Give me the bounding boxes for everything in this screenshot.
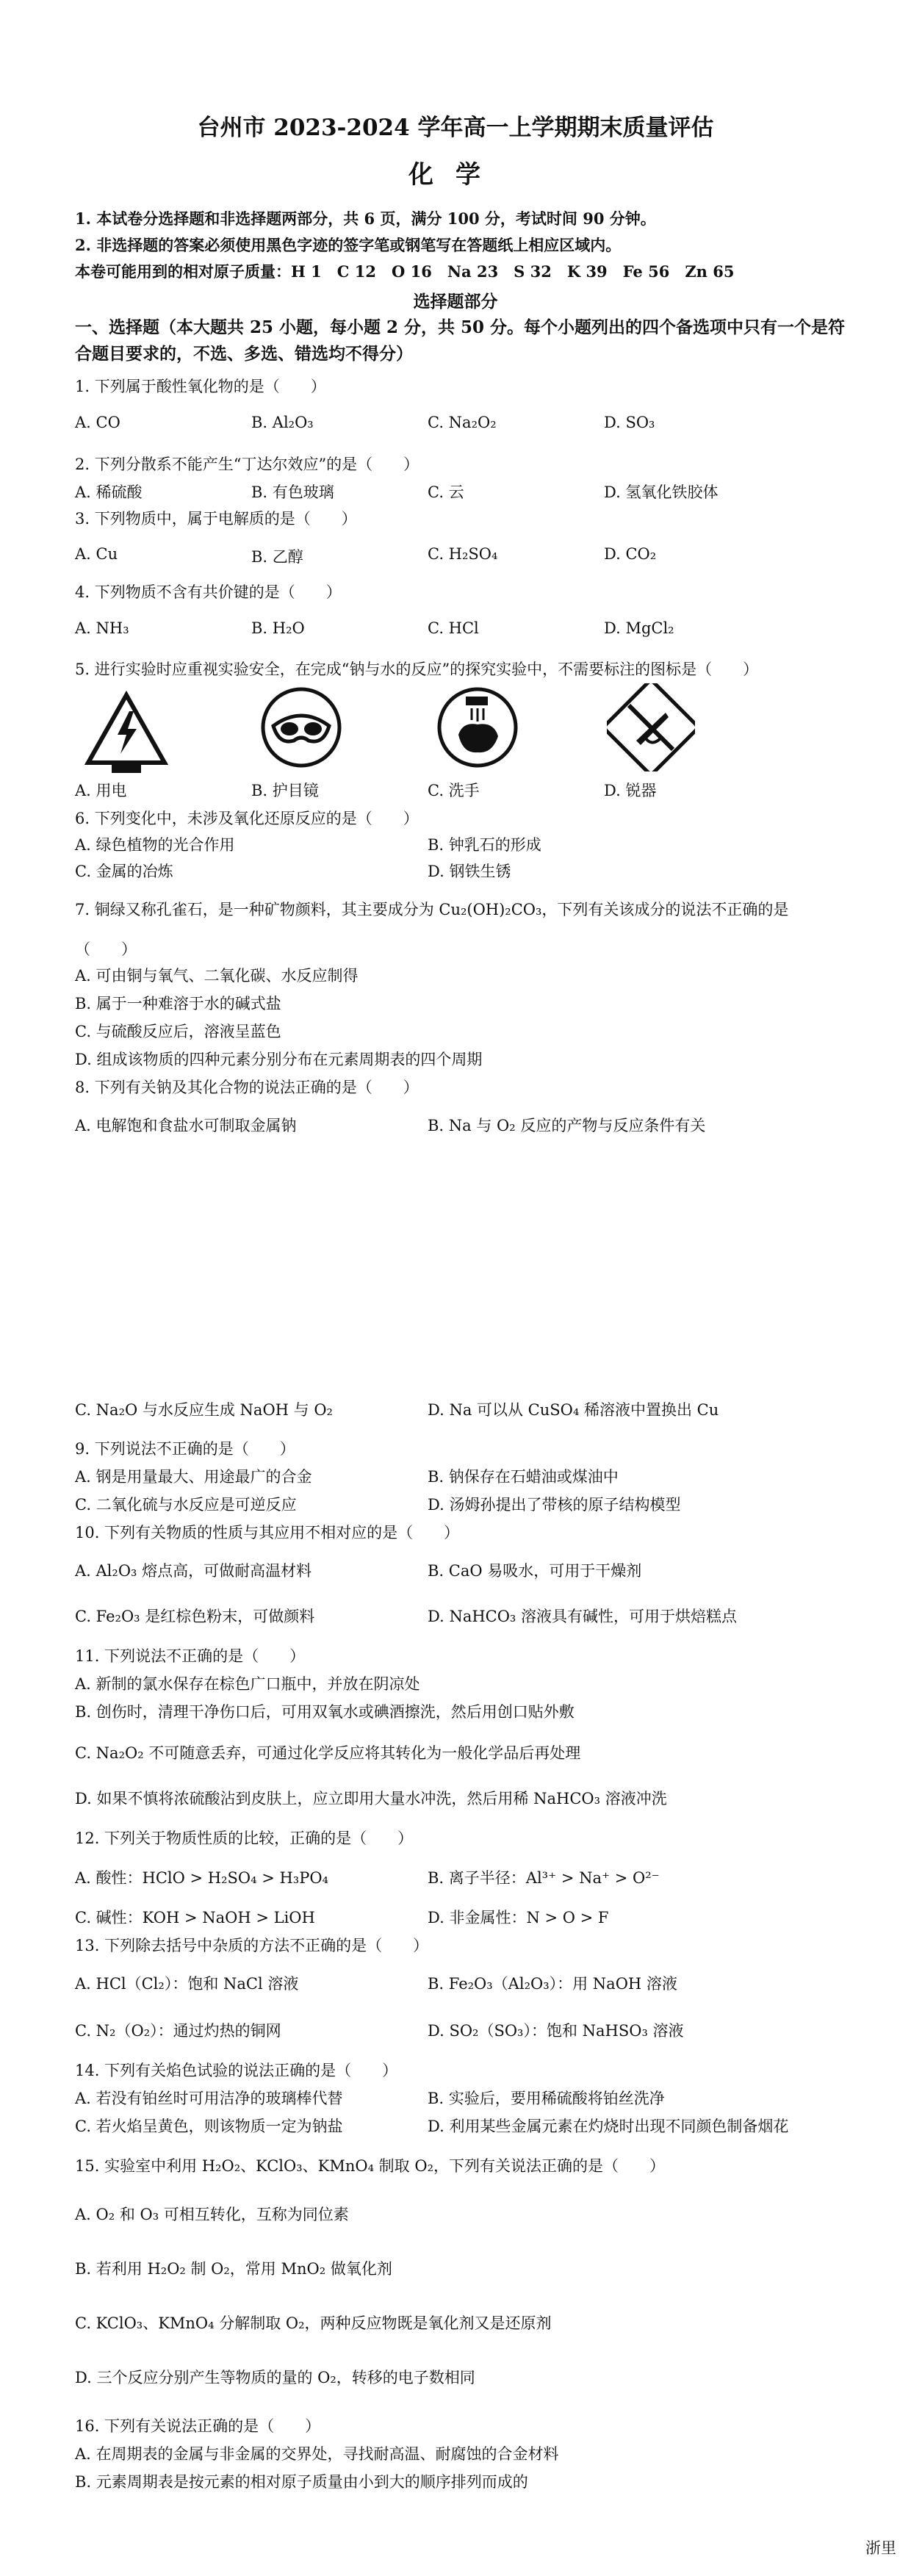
q7-option-b: B. 属于一种难溶于水的碱式盐 xyxy=(75,995,281,1012)
q13-option-d: D. SO₂（SO₃）：饱和 NaHSO₃ 溶液 xyxy=(428,2022,684,2040)
q14-option-b: B. 实验后，要用稀硫酸将铂丝洗净 xyxy=(428,2090,665,2107)
q1-stem: 1. 下列属于酸性氧化物的是（ ） xyxy=(75,378,326,395)
q10-option-c: C. Fe₂O₃ 是红棕色粉末，可做颜料 xyxy=(75,1608,315,1625)
q13-option-b: B. Fe₂O₃（Al₂O₃）：用 NaOH 溶液 xyxy=(428,1975,677,1993)
q6-option-c: C. 金属的冶炼 xyxy=(75,863,173,880)
q4-option-c: C. HCl xyxy=(428,619,479,637)
q3-option-b: B. 乙醇 xyxy=(251,548,303,566)
q7-stem-bracket: （ ） xyxy=(75,940,137,958)
q14-option-c: C. 若火焰呈黄色，则该物质一定为钠盐 xyxy=(75,2118,343,2135)
q9-option-a: A. 钢是用量最大、用途最广的合金 xyxy=(75,1468,312,1486)
q7-option-d: D. 组成该物质的四种元素分别分布在元素周期表的四个周期 xyxy=(75,1051,483,1068)
q16-option-b: B. 元素周期表是按元素的相对原子质量由小到大的顺序排列而成的 xyxy=(75,2473,528,2491)
q6-option-d: D. 钢铁生锈 xyxy=(428,863,511,880)
q12-option-a: A. 酸性：HClO > H₂SO₄ > H₃PO₄ xyxy=(75,1869,328,1887)
q3-option-d: D. CO₂ xyxy=(604,545,657,563)
q10-option-a: A. Al₂O₃ 熔点高，可做耐高温材料 xyxy=(75,1562,312,1580)
q15-option-a: A. O₂ 和 O₃ 可相互转化，互称为同位素 xyxy=(75,2206,349,2223)
q14-option-a: A. 若没有铂丝时可用洁净的玻璃棒代替 xyxy=(75,2090,343,2107)
footer-watermark: 浙里 xyxy=(865,2539,896,2557)
q6-stem: 6. 下列变化中，未涉及氧化还原反应的是（ ） xyxy=(75,810,419,827)
goggles-icon xyxy=(257,683,345,771)
q11-option-b: B. 创伤时，清理干净伤口后，可用双氧水或碘酒擦洗，然后用创口贴外敷 xyxy=(75,1703,575,1721)
q1-option-a: A. CO xyxy=(75,414,120,431)
q6-option-a: A. 绿色植物的光合作用 xyxy=(75,836,235,854)
q14-option-d: D. 利用某些金属元素在灼烧时出现不同颜色制备烟花 xyxy=(428,2118,789,2135)
q9-option-c: C. 二氧化硫与水反应是可逆反应 xyxy=(75,1496,297,1514)
q8-option-b: B. Na 与 O₂ 反应的产物与反应条件有关 xyxy=(428,1117,706,1134)
q4-option-a: A. NH₃ xyxy=(75,619,129,637)
q14-stem: 14. 下列有关焰色试验的说法正确的是（ ） xyxy=(75,2062,398,2079)
q4-option-d: D. MgCl₂ xyxy=(604,619,674,637)
q13-stem: 13. 下列除去括号中杂质的方法不正确的是（ ） xyxy=(75,1937,429,1954)
q8-option-c: C. Na₂O 与水反应生成 NaOH 与 O₂ xyxy=(75,1401,333,1419)
section-title: 选择题部分 xyxy=(413,292,498,312)
q13-option-c: C. N₂（O₂）：通过灼热的铜网 xyxy=(75,2022,281,2040)
q16-stem: 16. 下列有关说法正确的是（ ） xyxy=(75,2417,321,2435)
q3-stem: 3. 下列物质中，属于电解质的是（ ） xyxy=(75,510,357,528)
sharp-object-icon xyxy=(607,683,695,771)
q4-stem: 4. 下列物质不含有共价键的是（ ） xyxy=(75,583,342,601)
q2-option-a: A. 稀硫酸 xyxy=(75,483,143,501)
hand-washing-icon xyxy=(433,683,522,771)
instruction-2: 2. 非选择题的答案必须使用黑色字迹的签字笔或钢笔写在答题纸上相应区域内。 xyxy=(75,236,622,254)
subject-title: 化学 xyxy=(408,160,503,190)
q1-option-b: B. Al₂O₃ xyxy=(251,414,314,431)
q8-option-a: A. 电解饱和食盐水可制取金属钠 xyxy=(75,1117,297,1134)
q7-option-a: A. 可由铜与氧气、二氧化碳、水反应制得 xyxy=(75,967,359,985)
part1-heading: 一、选择题（本大题共 25 小题，每小题 2 分，共 50 分。每个小题列出的四个备选项中只有一个是符合题目要求的，不选、多选、错选均不得分） xyxy=(75,317,846,364)
q4-option-b: B. H₂O xyxy=(251,619,305,637)
q8-option-d: D. Na 可以从 CuSO₄ 稀溶液中置换出 Cu xyxy=(428,1401,719,1419)
q11-stem: 11. 下列说法不正确的是（ ） xyxy=(75,1647,306,1665)
q11-option-d: D. 如果不慎将浓硫酸沾到皮肤上，应立即用大量水冲洗，然后用稀 NaHCO₃ 溶液冲洗 xyxy=(75,1790,667,1807)
exam-title: 台州市 2023-2024 学年高一上学期期末质量评估 xyxy=(197,115,714,141)
q12-option-c: C. 碱性：KOH > NaOH > LiOH xyxy=(75,1909,315,1926)
atomic-masses: 本卷可能用到的相对原子质量：H 1 C 12 O 16 Na 23 S 32 K 39 Fe 56 Zn 65 xyxy=(75,262,735,281)
q6-option-b: B. 钟乳石的形成 xyxy=(428,836,541,854)
q5-option-b: B. 护目镜 xyxy=(251,782,319,799)
q5-option-c: C. 洗手 xyxy=(428,782,480,799)
q15-option-d: D. 三个反应分别产生等物质的量的 O₂，转移的电子数相同 xyxy=(75,2369,475,2386)
q12-stem: 12. 下列关于物质性质的比较，正确的是（ ） xyxy=(75,1830,414,1847)
instruction-1: 1. 本试卷分选择题和非选择题两部分，共 6 页，满分 100 分，考试时间 90 分钟。 xyxy=(75,209,656,228)
q8-stem: 8. 下列有关钠及其化合物的说法正确的是（ ） xyxy=(75,1079,419,1096)
q3-option-c: C. H₂SO₄ xyxy=(428,545,498,563)
q5-option-a: A. 用电 xyxy=(75,782,127,799)
q2-option-d: D. 氢氧化铁胶体 xyxy=(604,483,719,501)
q9-option-b: B. 钠保存在石蜡油或煤油中 xyxy=(428,1468,619,1486)
q9-stem: 9. 下列说法不正确的是（ ） xyxy=(75,1440,295,1458)
q1-option-c: C. Na₂O₂ xyxy=(428,414,497,431)
q7-stem: 7. 铜绿又称孔雀石，是一种矿物颜料，其主要成分为 Cu₂(OH)₂CO₃，下列有关该成分的说法不正确的是 xyxy=(75,901,789,918)
q10-option-d: D. NaHCO₃ 溶液具有碱性，可用于烘焙糕点 xyxy=(428,1608,738,1625)
q2-option-c: C. 云 xyxy=(428,483,464,501)
q5-option-d: D. 锐器 xyxy=(604,782,657,799)
q10-stem: 10. 下列有关物质的性质与其应用不相对应的是（ ） xyxy=(75,1524,460,1541)
q1-option-d: D. SO₃ xyxy=(604,414,655,431)
q12-option-d: D. 非金属性：N > O > F xyxy=(428,1909,609,1926)
q11-option-a: A. 新制的氯水保存在棕色广口瓶中，并放在阴凉处 xyxy=(75,1675,420,1693)
q13-option-a: A. HCl（Cl₂）：饱和 NaCl 溶液 xyxy=(75,1975,299,1993)
q10-option-b: B. CaO 易吸水，可用于干燥剂 xyxy=(428,1562,642,1580)
q3-option-a: A. Cu xyxy=(75,545,118,563)
q12-option-b: B. 离子半径：Al³⁺ > Na⁺ > O²⁻ xyxy=(428,1869,660,1887)
q15-option-b: B. 若利用 H₂O₂ 制 O₂，常用 MnO₂ 做氧化剂 xyxy=(75,2260,392,2278)
q16-option-a: A. 在周期表的金属与非金属的交界处，寻找耐高温、耐腐蚀的合金材料 xyxy=(75,2445,559,2463)
q5-stem: 5. 进行实验时应重视实验安全，在完成“钠与水的反应”的探究实验中，不需要标注的图标是（ ） xyxy=(75,661,759,678)
electricity-warning-icon xyxy=(82,689,170,777)
q9-option-d: D. 汤姆孙提出了带核的原子结构模型 xyxy=(428,1496,681,1514)
q2-option-b: B. 有色玻璃 xyxy=(251,483,334,501)
q11-option-c: C. Na₂O₂ 不可随意丢弃，可通过化学反应将其转化为一般化学品后再处理 xyxy=(75,1744,581,1762)
q15-stem: 15. 实验室中利用 H₂O₂、KClO₃、KMnO₄ 制取 O₂，下列有关说法正确的是（ ） xyxy=(75,2157,665,2175)
q2-stem: 2. 下列分散系不能产生“丁达尔效应”的是（ ） xyxy=(75,456,420,473)
q7-option-c: C. 与硫酸反应后，溶液呈蓝色 xyxy=(75,1023,281,1040)
q15-option-c: C. KClO₃、KMnO₄ 分解制取 O₂，两种反应物既是氧化剂又是还原剂 xyxy=(75,2314,552,2332)
